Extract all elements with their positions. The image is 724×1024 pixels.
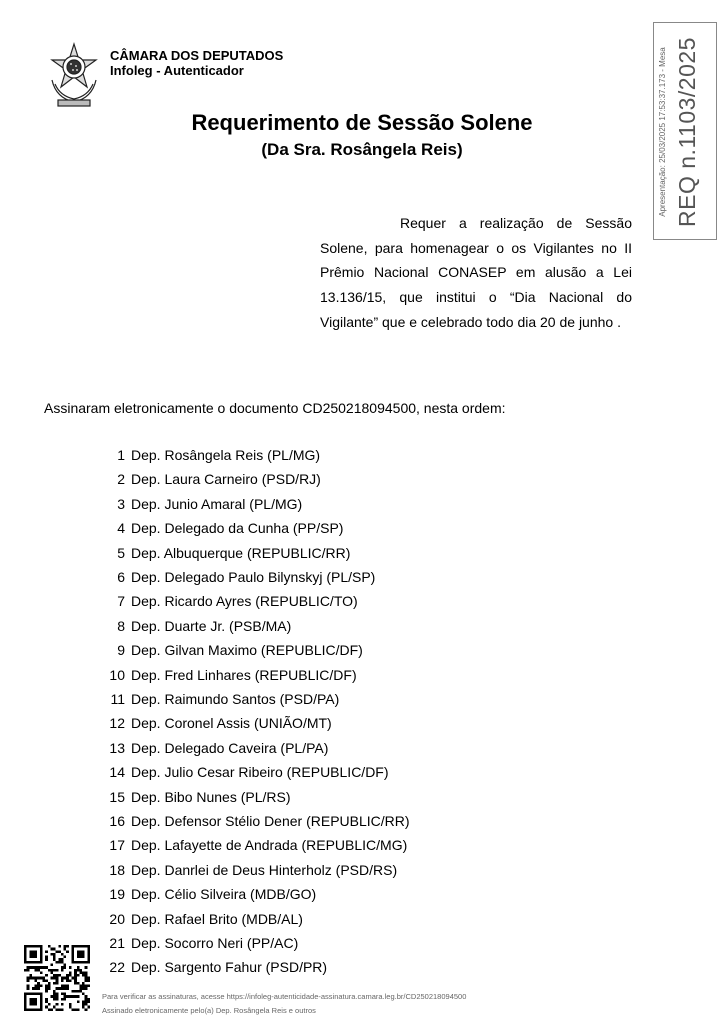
signature-row [100, 496, 302, 516]
signature-number: 14 [109, 764, 125, 781]
org-header [110, 48, 283, 78]
signature-row [100, 862, 397, 882]
document-title: Requerimento de Sessão Solene [191, 110, 533, 135]
signature-row [100, 545, 350, 565]
signer-name: Dep. Fred Linhares (REPUBLIC/DF) [131, 666, 357, 683]
signature-row [100, 642, 363, 662]
qr-code-icon[interactable] [24, 945, 90, 1011]
signature-number: 18 [109, 861, 125, 878]
signer-name: Dep. Coronel Assis (UNIÃO/MT) [131, 715, 332, 732]
signer-name: Dep. Delegado Paulo Bilynskyj (PL/SP) [131, 569, 376, 585]
signer-name: Dep. Raimundo Santos (PSD/PA) [131, 691, 340, 707]
brazil-coat-of-arms-icon [46, 40, 102, 110]
signature-number: 20 [109, 910, 125, 927]
signature-row [100, 569, 375, 589]
signer-name: Dep. Bibo Nunes (PL/RS) [131, 788, 291, 805]
verification-link[interactable]: Para verificar as assinaturas, acesse https://infoleg-autenticidade-assinatura.camara.leg.br/CD250218094500 [102, 992, 467, 1001]
signer-name: Dep. Lafayette de Andrada (REPUBLIC/MG) [131, 837, 408, 854]
signature-number: 16 [109, 813, 125, 829]
signature-number: 9 [117, 642, 125, 659]
signer-name: Dep. Sargento Fahur (PSD/PR) [131, 959, 328, 976]
signer-name: Dep. Duarte Jr. (PSB/MA) [131, 617, 292, 634]
request-number: REQ n.1103/2025 [674, 37, 700, 227]
signed-by-note: Assinado eletronicamente pelo(a) Dep. Rosângela Reis e outros [102, 1006, 316, 1015]
presentation-info: Apresentação: 25/03/2025 17:53:37.173 - Mesa [658, 47, 667, 217]
signature-row [100, 691, 339, 711]
signature-row [100, 447, 320, 467]
signer-name: Dep. Gilvan Maximo (REPUBLIC/DF) [131, 642, 363, 659]
signature-row [100, 667, 357, 687]
signature-row [100, 886, 316, 906]
signature-row [100, 911, 303, 931]
signature-row [100, 593, 358, 613]
signature-number: 8 [117, 617, 125, 634]
signature-number: 15 [109, 788, 125, 805]
org-subtitle: Infoleg - Autenticador [110, 63, 244, 78]
signature-row [100, 837, 407, 857]
signer-name: Dep. Socorro Neri (PP/AC) [131, 935, 299, 951]
signer-name: Dep. Junio Amaral (PL/MG) [131, 495, 303, 512]
signature-row [100, 764, 389, 784]
signature-number: 4 [117, 520, 125, 537]
signature-number: 2 [117, 471, 125, 488]
signature-row [100, 618, 291, 638]
signer-name: Dep. Danrlei de Deus Hinterholz (PSD/RS) [131, 861, 398, 878]
signer-name: Dep. Delegado Caveira (PL/PA) [131, 739, 329, 756]
signature-number: 10 [109, 666, 125, 683]
signer-name: Dep. Laura Carneiro (PSD/RJ) [131, 471, 321, 488]
signer-name: Dep. Julio Cesar Ribeiro (REPUBLIC/DF) [131, 764, 389, 781]
document-summary: Requer a realização de Sessão Solene, para homenagear o os Vigilantes no II Prêmio Nacional CONASEP em alusão a Lei 13.136/15, que institui o “Dia Nacional do Vigilante” que e celebrado todo dia 20 de junho . [320, 215, 632, 330]
document-subtitle: (Da Sra. Rosângela Reis) [261, 140, 463, 159]
signature-number: 5 [117, 544, 125, 561]
signature-row [100, 715, 332, 735]
signer-name: Dep. Defensor Stélio Dener (REPUBLIC/RR) [131, 813, 410, 829]
signature-number: 12 [109, 715, 125, 732]
signature-number: 22 [109, 959, 125, 976]
signature-row [100, 789, 291, 809]
signer-name: Dep. Rafael Brito (MDB/AL) [131, 910, 303, 927]
signature-number: 13 [109, 739, 125, 756]
signature-row [100, 471, 321, 491]
signatures-intro: Assinaram eletronicamente o documento CD250218094500, nesta ordem: [44, 400, 506, 416]
signer-name: Dep. Delegado da Cunha (PP/SP) [131, 520, 344, 537]
signature-row [100, 813, 410, 833]
signature-row [100, 740, 328, 760]
signer-name: Dep. Rosângela Reis (PL/MG) [131, 447, 321, 463]
signer-name: Dep. Célio Silveira (MDB/GO) [131, 886, 317, 903]
signature-number: 7 [117, 593, 125, 610]
signature-number: 19 [109, 886, 125, 903]
signer-name: Dep. Albuquerque (REPUBLIC/RR) [131, 544, 351, 561]
signature-number: 17 [109, 837, 125, 854]
signature-row [100, 935, 298, 955]
org-name: CÂMARA DOS DEPUTADOS [110, 48, 284, 63]
signature-number: 11 [110, 691, 125, 707]
signature-number: 21 [109, 935, 125, 951]
signature-row [100, 520, 343, 540]
signer-name: Dep. Ricardo Ayres (REPUBLIC/TO) [131, 593, 358, 610]
signature-row [100, 959, 327, 979]
signature-number: 3 [117, 495, 125, 512]
signature-number: 1 [117, 447, 125, 463]
signature-number: 6 [117, 569, 125, 585]
